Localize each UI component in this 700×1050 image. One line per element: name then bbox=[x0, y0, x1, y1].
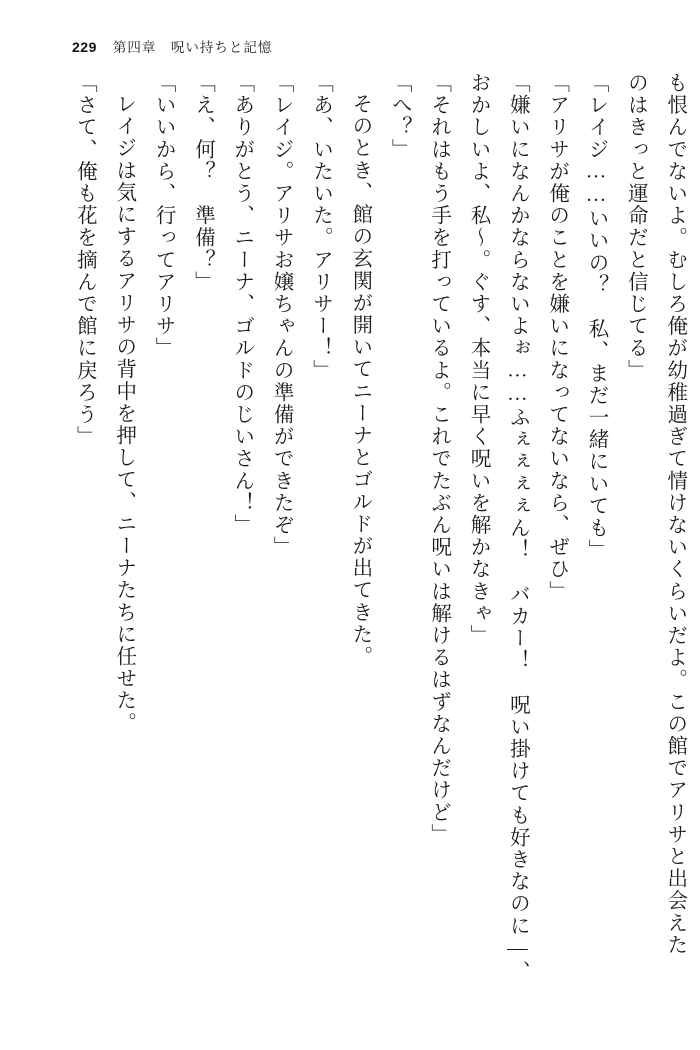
text-line: 「え、何？ 準備？」 bbox=[191, 72, 214, 293]
text-line: のはきっと運命だと信じてる」 bbox=[624, 72, 647, 382]
text-line: 「レイジ……いいの？ 私、まだ一緒にいても」 bbox=[585, 72, 608, 562]
text-line: 「へ？」 bbox=[388, 72, 411, 161]
running-header bbox=[72, 36, 272, 56]
text-line: 「アリサが俺のことを嫌いになってないなら、ぜひ」 bbox=[545, 72, 568, 603]
text-line: 「レイジ。アリサお嬢ちゃんの準備ができたぞ」 bbox=[270, 72, 293, 559]
text-line: そのとき、館の玄関が開いてニーナとゴルドが出てきた。 bbox=[348, 92, 371, 668]
text-line: 「さて、俺も花を摘んで館に戻ろう」 bbox=[73, 72, 96, 448]
text-line: 「それはもう手を打っているよ。これでたぶん呪いは解けるはずなんだけど」 bbox=[427, 72, 450, 846]
page-number: 229 bbox=[72, 39, 97, 55]
text-line: 「ありがとう、ニーナ、ゴルドのじいさん！」 bbox=[230, 72, 253, 537]
chapter-title: 第四章 呪い持ちと記憶 bbox=[112, 40, 273, 55]
text-line: レイジは気にするアリサの背中を押して、ニーナたちに任せた。 bbox=[112, 92, 135, 734]
vertical-text-block bbox=[64, 72, 694, 1004]
text-line: おかしいよ、私〜。ぐす、本当に早く呪いを解かなきゃ」 bbox=[466, 72, 489, 647]
page-body bbox=[64, 72, 686, 1004]
text-line: 「嫌いになんかならないよぉ……ふぇぇぇぇん！ バカー！ 呪い掛けても好きなのに―、 bbox=[506, 72, 529, 983]
text-line: 「あ、いたいた。アリサー！」 bbox=[309, 72, 332, 382]
text-line: も恨んでないよ。むしろ俺が幼稚過ぎて情けないくらいだよ。この館でアリサと出会えた bbox=[663, 72, 686, 956]
text-line: 「いいから、行ってアリサ」 bbox=[152, 72, 175, 360]
